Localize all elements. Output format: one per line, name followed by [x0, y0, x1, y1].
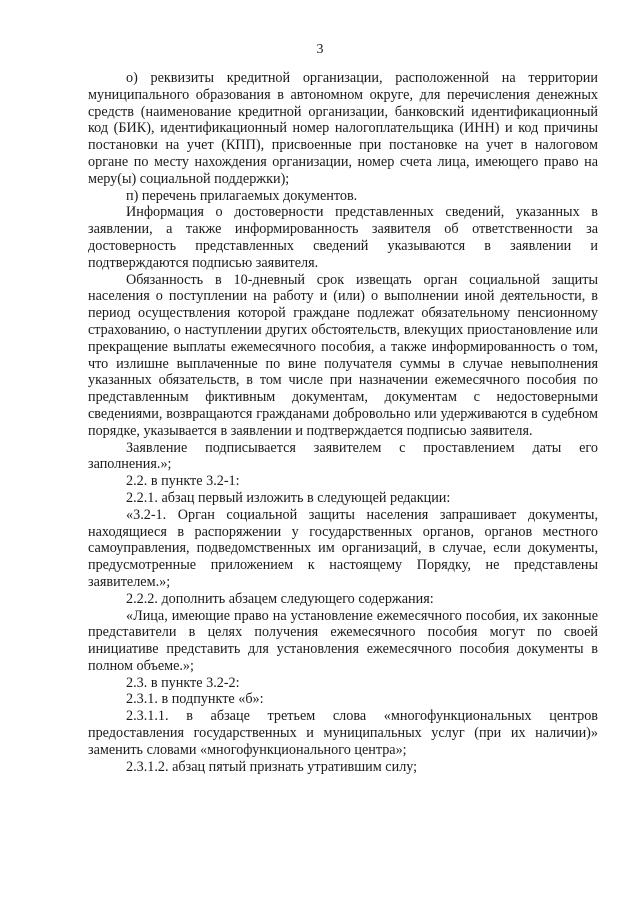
paragraph-signature-date: Заявление подписывается заявителем с проставлением даты его заполнения.»; [88, 439, 598, 473]
paragraph-reliability-info: Информация о достоверности представленных сведений, указанных в заявлении, а также информированность заявителя об ответственности за достоверность представленных сведений указываются в заявлении и подтверждаются подписью заявителя. [88, 204, 598, 271]
paragraph-3-2-1-text: «3.2-1. Орган социальной защиты населения запрашивает документы, находящиеся в распоряжении у государственных органов, органов местного самоуправления, подведомственных им организаций, в случае, если документы, предусмотренные приложением к настоящему Порядку, не представлены заявителем.»; [88, 506, 598, 590]
paragraph-persons-entitled: «Лица, имеющие право на установление ежемесячного пособия, их законные представители в целях получения ежемесячного пособия могут по своей инициативе представить для установления ежемесячного пособия документы в полном объеме.»; [88, 607, 598, 674]
paragraph-2-2-2: 2.2.2. дополнить абзацем следующего содержания: [126, 590, 434, 607]
paragraph-p-attached-documents: п) перечень прилагаемых документов. [126, 187, 358, 204]
paragraph-2-3-1-2: 2.3.1.2. абзац пятый признать утратившим силу; [126, 758, 418, 775]
document-body [88, 70, 598, 775]
paragraph-2-3: 2.3. в пункте 3.2-2: [126, 674, 240, 691]
paragraph-notification-obligation: Обязанность в 10-дневный срок извещать орган социальной защиты населения о поступлении на работу и (или) о выполнении иной деятельности, в период осуществления которой граждане подлежат обязательному пенсионному страхованию, о наступлении других обстоятельств, влекущих приостановление или прекращение выплаты ежемесячного пособия, а также информированность о том, что излишне выплаченные по вине получателя суммы в случае невыполнения указанных обязательств, в том числе при назначении ежемесячного пособия по представленным фиктивным документам, документам с недостоверными сведениями, возвращаются гражданами добровольно или удерживаются в судебном порядке, указывается в заявлении и подтверждается подписью заявителя. [88, 271, 598, 439]
paragraph-2-3-1-1: 2.3.1.1. в абзаце третьем слова «многофункциональных центров предоставления государственных и муниципальных услуг (при их наличии)» заменить словами «многофункционального центра»; [88, 708, 598, 758]
page-number: 3 [316, 42, 324, 57]
paragraph-o-bank-details: о) реквизиты кредитной организации, расположенной на территории муниципального образования в автономном округе, для перечисления денежных средств (наименование кредитной организации, банковский идентификационный код (БИК), идентификационный номер налогоплательщика (ИНН) и код причины постановки на учет (КПП), присвоенные при постановке на учет в налоговом органе по месту нахождения организации, номер счета лица, имеющего право на меру(ы) социальной поддержки); [88, 70, 598, 187]
paragraph-2-2: 2.2. в пункте 3.2-1: [126, 473, 240, 490]
paragraph-2-3-1: 2.3.1. в подпункте «б»: [126, 691, 264, 708]
paragraph-2-2-1: 2.2.1. абзац первый изложить в следующей редакции: [126, 489, 451, 506]
